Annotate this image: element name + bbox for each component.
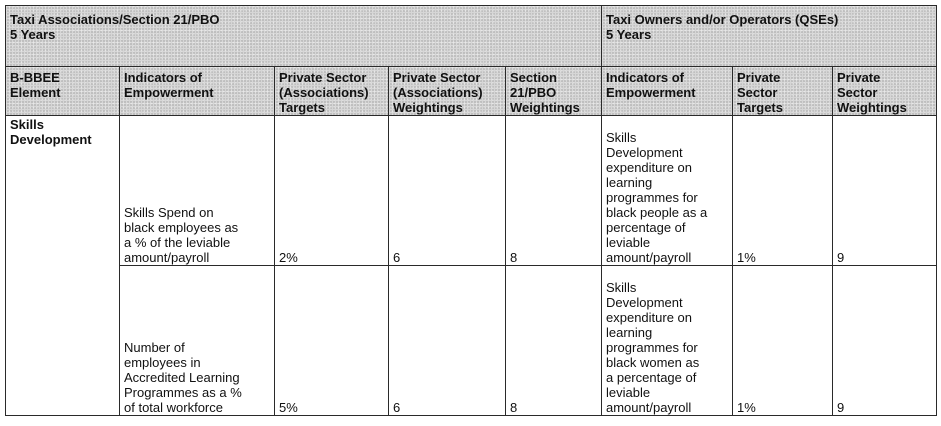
header-assoc-weightings	[389, 67, 506, 116]
header-text: Sector	[737, 85, 778, 100]
cell-text: percentage of	[606, 220, 686, 235]
header-text: Empowerment	[606, 85, 696, 100]
cell-text: expenditure on	[606, 160, 693, 175]
cell-text: Skills	[606, 130, 637, 145]
header-text: Targets	[279, 100, 325, 115]
cell-text: leviable	[606, 385, 651, 400]
owners-group-title: Taxi Owners and/or Operators (QSEs)	[606, 12, 839, 27]
element-cell-skills-development	[6, 116, 120, 416]
header-text: Weightings	[837, 100, 907, 115]
associations-group-title: Taxi Associations/Section 21/PBO	[10, 12, 220, 27]
header-text: B-BBEE	[10, 70, 60, 85]
bbbee-scorecard-table	[5, 5, 937, 416]
qse-target-cell: 1%	[733, 266, 833, 416]
header-qse-weightings	[833, 67, 937, 116]
header-text: Empowerment	[124, 85, 214, 100]
cell-text: employees in	[124, 355, 201, 370]
cell-text: a percentage of	[606, 370, 697, 385]
qse-indicator-cell	[602, 266, 733, 416]
cell-text: Skills	[606, 280, 637, 295]
header-text: (Associations)	[393, 85, 483, 100]
group-header-row	[6, 6, 937, 67]
element-label: Skills	[10, 117, 44, 132]
qse-weighting-cell: 9	[833, 116, 937, 266]
qse-indicator-cell	[602, 116, 733, 266]
header-assoc-indicators	[120, 67, 275, 116]
header-text: Private Sector	[279, 70, 367, 85]
cell-text: amount/payroll	[606, 400, 692, 415]
associations-group-header	[6, 6, 602, 67]
associations-group-period: 5 Years	[10, 27, 56, 42]
assoc-indicator-cell	[120, 116, 275, 266]
cell-text: learning	[606, 325, 653, 340]
header-assoc-targets	[275, 67, 389, 116]
header-text: Indicators of	[124, 70, 203, 85]
cell-text: Development	[606, 295, 683, 310]
cell-text: black women as	[606, 355, 700, 370]
cell-text: Development	[606, 145, 683, 160]
header-qse-targets	[733, 67, 833, 116]
header-s21-weightings	[506, 67, 602, 116]
cell-text: expenditure on	[606, 310, 693, 325]
header-text: Section	[510, 70, 557, 85]
cell-text: of total workforce	[124, 400, 223, 415]
cell-text: black people as a	[606, 205, 708, 220]
header-text: Private	[837, 70, 881, 85]
header-text: Weightings	[393, 100, 463, 115]
assoc-target-cell: 5%	[275, 266, 389, 416]
header-text: (Associations)	[279, 85, 369, 100]
header-text: Private Sector	[393, 70, 481, 85]
cell-text: Number of	[124, 340, 185, 355]
document-page	[5, 5, 936, 416]
cell-text: amount/payroll	[606, 250, 692, 265]
header-text: Weightings	[510, 100, 580, 115]
element-label: Development	[10, 132, 92, 147]
cell-text: programmes for	[606, 340, 698, 355]
s21-weighting-cell: 8	[506, 116, 602, 266]
cell-text: a % of the leviable	[124, 235, 231, 250]
assoc-target-cell: 2%	[275, 116, 389, 266]
cell-text: Accredited Learning	[124, 370, 240, 385]
column-header-row	[6, 67, 937, 116]
cell-text: Programmes as a %	[124, 385, 242, 400]
qse-weighting-cell: 9	[833, 266, 937, 416]
assoc-indicator-cell	[120, 266, 275, 416]
cell-text: black employees as	[124, 220, 239, 235]
assoc-weighting-cell: 6	[389, 116, 506, 266]
owners-group-header	[602, 6, 937, 67]
table-row	[6, 266, 937, 416]
header-bbbee-element	[6, 67, 120, 116]
assoc-weighting-cell: 6	[389, 266, 506, 416]
header-text: Private	[737, 70, 781, 85]
qse-target-cell: 1%	[733, 116, 833, 266]
cell-text: leviable	[606, 235, 651, 250]
header-text: 21/PBO	[510, 85, 557, 100]
cell-text: learning	[606, 175, 653, 190]
cell-text: amount/payroll	[124, 250, 210, 265]
cell-text: Skills Spend on	[124, 205, 214, 220]
s21-weighting-cell: 8	[506, 266, 602, 416]
header-text: Indicators of	[606, 70, 685, 85]
header-text: Targets	[737, 100, 783, 115]
table-row	[6, 116, 937, 266]
header-qse-indicators	[602, 67, 733, 116]
cell-text: programmes for	[606, 190, 698, 205]
header-text: Sector	[837, 85, 878, 100]
header-text: Element	[10, 85, 61, 100]
owners-group-period: 5 Years	[606, 27, 652, 42]
